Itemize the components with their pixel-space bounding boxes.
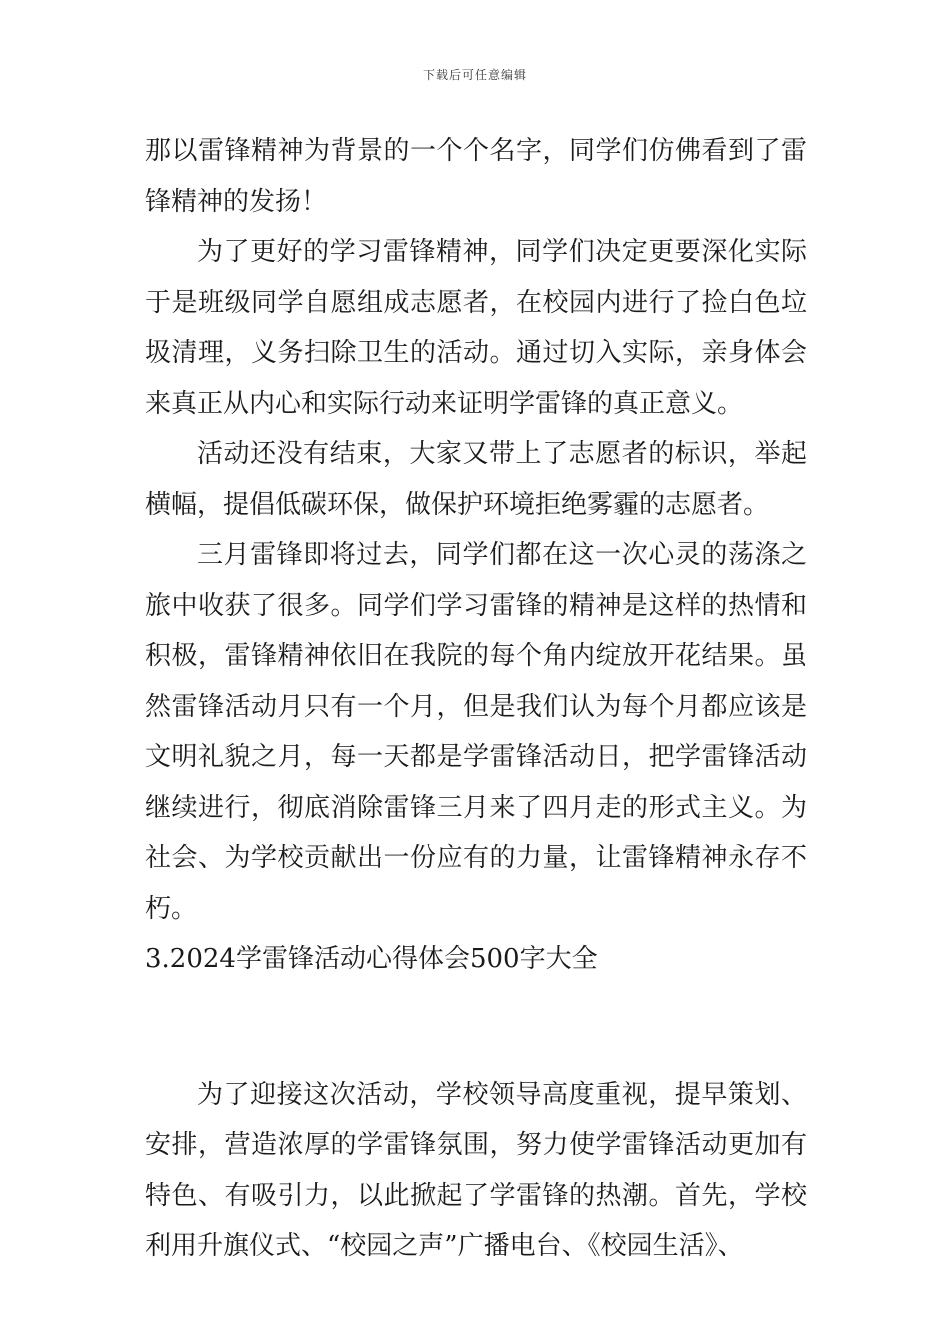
document-body: [145, 126, 807, 1272]
body-paragraph: 为了更好的学习雷锋精神，同学们决定更要深化实际于是班级同学自愿组成志愿者，在校园内进行了捡白色垃圾清理，义务扫除卫生的活动。通过切入实际，亲身体会来真正从内心和实际行动来证明学雷锋的真正意义。: [145, 237, 807, 419]
body-paragraph: 那以雷锋精神为背景的一个个名字，同学们仿佛看到了雷锋精神的发扬！: [145, 136, 807, 217]
page-header: 下载后可任意编辑: [422, 68, 527, 82]
section-spacer: [145, 985, 807, 1070]
section-heading: 3.2024学雷锋活动心得体会500字大全: [145, 944, 598, 974]
body-paragraph: 三月雷锋即将过去，同学们都在这一次心灵的荡涤之旅中收获了很多。同学们学习雷锋的精神是这样的热情和积极，雷锋精神依旧在我院的每个角内绽放开花结果。虽然雷锋活动月只有一个月，但是我们认为每个月都应该是文明礼貌之月，每一天都是学雷锋活动日，把学雷锋活动继续进行，彻底消除雷锋三月来了四月走的形式主义。为社会、为学校贡献出一份应有的力量，让雷锋精神永存不朽。: [145, 540, 807, 924]
body-paragraph: 活动还没有结束，大家又带上了志愿者的标识，举起横幅，提倡低碳环保，做保护环境拒绝雾霾的志愿者。: [145, 439, 807, 520]
body-paragraph: 为了迎接这次活动，学校领导高度重视，提早策划、安排，营造浓厚的学雷锋氛围，努力使学雷锋活动更加有特色、有吸引力，以此掀起了学雷锋的热潮。首先，学校利用升旗仪式、“校园之声”广播电台、《校园生活》、: [145, 1079, 807, 1261]
